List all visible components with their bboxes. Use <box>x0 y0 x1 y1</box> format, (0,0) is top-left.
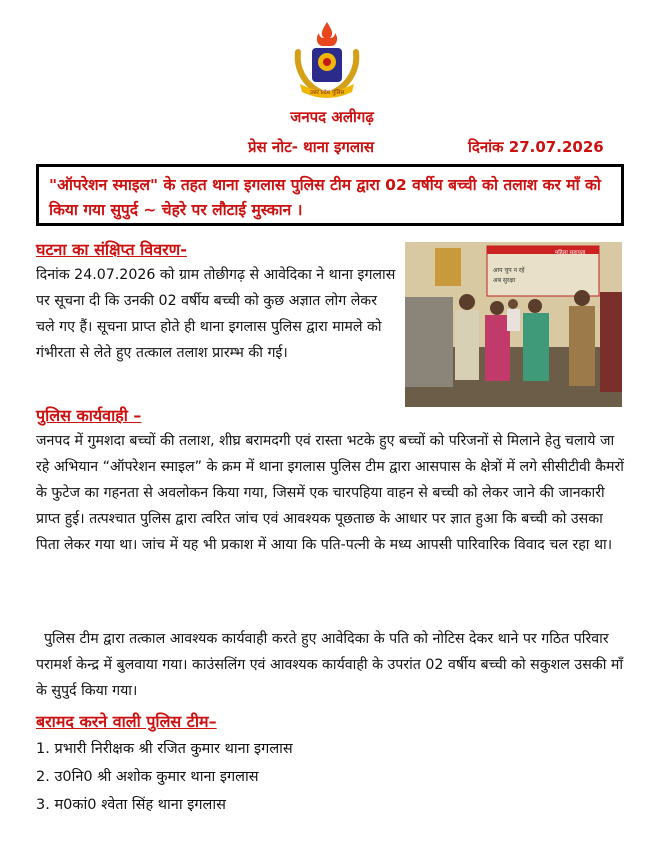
action-paragraph-2: पुलिस टीम द्वारा तत्काल आवश्यक कार्यवाही करते हुए आवेदिका के पति को नोटिस देकर थाने पर गठित परिवार परामर्श केन्द्र में बुलवाया गया। काउंसलिंग एवं आवश्यक कार्यवाही के उपरांत 02 वर्षीय बच्ची को सकुशल उसकी माँ के सुपुर्द किया गया। <box>36 631 624 699</box>
press-note-label: प्रेस नोट- थाना इगलास <box>248 138 375 156</box>
news-photo <box>405 242 622 407</box>
action-paragraph-1: जनपद में गुमशदा बच्चों की तलाश, शीघ्र बरामदगी एवं रास्ता भटके हुए बच्चों को परिजनों से मिलाने हेतु चलाये जा रहे अभियान “ऑपरेशन स्माइल” के क्रम में थाना इगलास पुलिस टीम द्वारा आसपास के क्षेत्रों में लगे सीसीटीवी कैमरों के फुटेज का गहनता से अवलोकन किया गया, जिसमें एक चारपहिया वाहन से बच्ची को लेकर जाने की जानकारी प्राप्त हुई। तत्पश्चात पुलिस द्वारा त्वरित जांच एवं आवश्यक पूछताछ के आधार पर ज्ञात हुआ कि बच्ची को उसका पिता लेकर गया था। जांच में यह भी प्रकाश में आया कि पति-पत्नी के मध्य आपसी पारिवारिक विवाद चल रहा था। <box>36 433 624 553</box>
emblem-banner-text: उत्तर प्रदेश पुलिस <box>309 90 345 96</box>
up-police-emblem <box>286 18 368 102</box>
photo-poster-text-3: महिला सहायता <box>555 250 586 256</box>
team-member-2: 2. उ0नि0 श्री अशोक कुमार थाना इगलास <box>36 769 259 785</box>
headline-box <box>36 164 624 226</box>
team-member-3: 3. म0कां0 श्वेता सिंह थाना इगलास <box>36 797 226 813</box>
section-title-action: पुलिस कार्यवाही – <box>36 406 142 425</box>
incident-paragraph: दिनांक 24.07.2026 को ग्राम तोछीगढ़ से आवेदिका ने थाना इगलास पर सूचना दी कि उनकी 02 वर्षीय बच्ची को कुछ अज्ञात लोग लेकर चले गए हैं। सूचना प्राप्त होते ही थाना इगलास पुलिस द्वारा मामले को गंभीरता से लेते हुए तत्काल तलाश प्रारम्भ की गई। <box>36 267 396 361</box>
district-title: जनपद अलीगढ़ <box>290 108 374 126</box>
team-member-1: 1. प्रभारी निरीक्षक श्री रजित कुमार थाना इगलास <box>36 741 293 757</box>
section-title-incident: घटना का संक्षिप्त विवरण- <box>36 240 187 259</box>
section-title-team: बरामद करने वाली पुलिस टीम– <box>36 712 217 731</box>
press-date: दिनांक 27.07.2026 <box>468 138 604 156</box>
headline-text: "ऑपरेशन स्माइल" के तहत थाना इगलास पुलिस टीम द्वारा 02 वर्षीय बच्ची को तलाश कर माँ को किया गया सुपुर्द ~ चेहरे पर लौटाई मुस्कान । <box>49 176 601 219</box>
photo-poster-text: आप चुप न रहें <box>493 267 525 274</box>
photo-poster-text-2: अब सुरक्षा <box>493 277 516 284</box>
